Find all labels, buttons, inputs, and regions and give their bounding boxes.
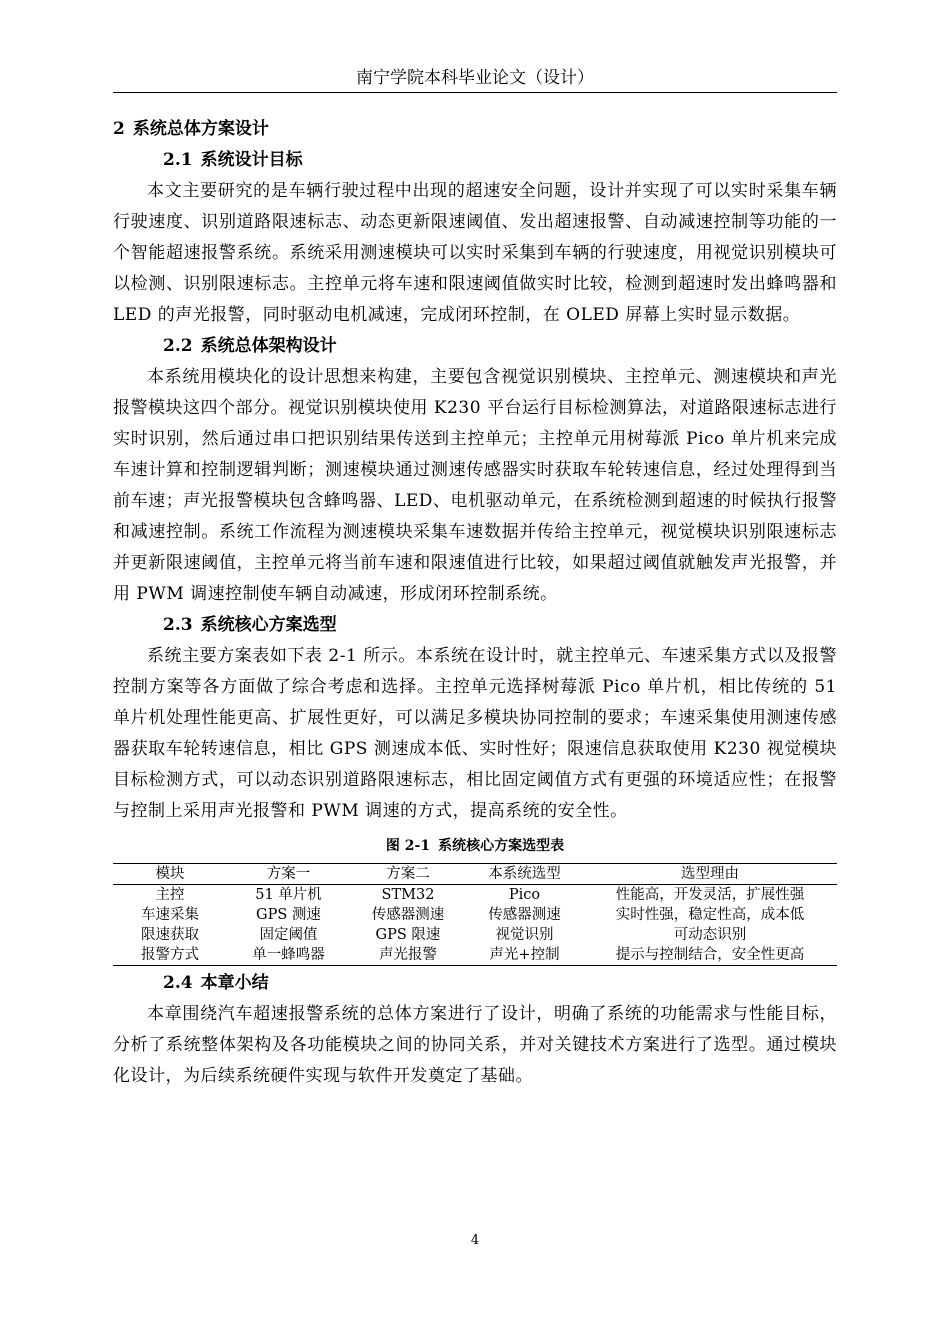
paragraph-2-2: 本系统用模块化的设计思想来构建，主要包含视觉识别模块、主控单元、测速模块和声光报警模块这四个部分。视觉识别模块使用 K230 平台运行目标检测算法，对道路限速标志进行实时识别，然后通过串口把识别结果传送到主控单元；主控单元用树莓派 Pico 单片机来完成车速计算和控制逻辑判断；测速模块通过测速传感器实时获取车轮转速信息，经过处理得到当前车速；声光报警模块包含蜂鸣器、LED、电机驱动单元，在系统检测到超速的时候执行报警和减速控制。系统工作流程为测速模块采集车速数据并传给主控单元，视觉模块识别限速标志并更新限速阈值，主控单元将当前车速和限速值进行比较，如果超过阈值就触发声光报警，并用 PWM 调速控制使车辆自动减速，形成闭环控制系统。 bbox=[113, 367, 837, 604]
paragraph-2-3: 系统主要方案表如下表 2-1 所示。本系统在设计时，就主控单元、车速采集方式以及报警控制方案等各方面做了综合考虑和选择。主控单元选择树莓派 Pico 单片机，相比传统的 51 单片机处理性能更高、扩展性更好，可以满足多模块协同控制的要求；车速采集使用测速传感器获取车轮转速信息，相比 GPS 测速成本低、实时性好；限速信息获取使用 K230 视觉模块目标检测方式，可以动态识别道路限速标志，相比固定阈值方式有更强的环境适应性；在报警与控制上采用声光报警和 PWM 调速的方式，提高系统的安全性。 bbox=[113, 646, 837, 821]
section-heading-2-3 bbox=[113, 610, 837, 641]
table-cell: Pico bbox=[508, 887, 541, 903]
page-body bbox=[113, 114, 837, 1092]
section-number: 2.4 bbox=[163, 973, 193, 993]
table-header-cell: 模块 bbox=[113, 864, 227, 885]
table-row bbox=[113, 885, 837, 906]
table-cell: 主控 bbox=[155, 887, 185, 903]
section-number: 2.1 bbox=[163, 150, 193, 170]
header-rule bbox=[113, 92, 837, 93]
section-heading-2-1 bbox=[113, 145, 837, 176]
table-caption-number: 图 2-1 bbox=[385, 838, 431, 854]
section-title: 系统总体架构设计 bbox=[200, 336, 337, 356]
paragraph-2-1: 本文主要研究的是车辆行驶过程中出现的超速安全问题，设计并实现了可以实时采集车辆行驶速度、识别道路限速标志、动态更新限速阈值、发出超速报警、自动减速控制等功能的一个智能超速报警系统。系统采用测速模块可以实时采集到车辆的行驶速度，用视觉识别模块可以检测、识别限速标志。主控单元将车速和限速阈值做实时比较，检测到超速时发出蜂鸣器和 LED 的声光报警，同时驱动电机减速，完成闭环控制，在 OLED 屏幕上实时显示数据。 bbox=[113, 181, 837, 325]
table-header-row bbox=[113, 864, 837, 885]
table-row bbox=[113, 905, 837, 925]
table-row bbox=[113, 925, 837, 945]
section-title: 本章小结 bbox=[200, 973, 269, 993]
table-header-cell: 方案二 bbox=[350, 864, 466, 885]
section-heading-2-4 bbox=[113, 968, 837, 999]
table-cell: 可动态识别 bbox=[673, 927, 747, 943]
section-title: 系统核心方案选型 bbox=[200, 615, 337, 635]
section-heading-2-2 bbox=[113, 331, 837, 362]
table-cell: 报警方式 bbox=[113, 945, 227, 966]
table-cell: GPS 测速 bbox=[256, 907, 321, 923]
table-cell: 固定阈值 bbox=[259, 927, 318, 943]
table-cell: 传感器测速 bbox=[371, 907, 445, 923]
table-cell: 声光报警 bbox=[350, 945, 466, 966]
table-header-cell: 本系统选型 bbox=[466, 864, 583, 885]
table-cell: 限速获取 bbox=[141, 927, 199, 943]
table-cell: 视觉识别 bbox=[495, 927, 554, 943]
table-cell: 车速采集 bbox=[141, 907, 199, 923]
table-cell: 51 单片机 bbox=[255, 887, 322, 903]
running-header: 南宁学院本科毕业论文（设计） bbox=[356, 68, 594, 88]
chapter-title: 系统总体方案设计 bbox=[132, 119, 269, 139]
chapter-heading bbox=[113, 114, 837, 145]
table-cell: 实时性强，稳定性高，成本低 bbox=[615, 907, 805, 923]
table-caption bbox=[113, 833, 837, 863]
table-cell: 提示与控制结合，安全性更高 bbox=[583, 945, 837, 966]
table-cell: STM32 bbox=[381, 887, 435, 903]
table-row bbox=[113, 945, 837, 966]
table-header-cell: 方案一 bbox=[227, 864, 350, 885]
section-number: 2.2 bbox=[163, 336, 193, 356]
table-cell: 性能高，开发灵活，扩展性强 bbox=[615, 887, 805, 903]
table-cell: 声光+控制 bbox=[466, 945, 583, 966]
table-caption-title: 系统核心方案选型表 bbox=[438, 838, 565, 854]
table-cell: 单一蜂鸣器 bbox=[227, 945, 350, 966]
table-cell: 传感器测速 bbox=[488, 907, 561, 923]
scheme-selection-table bbox=[113, 863, 837, 966]
section-number: 2.3 bbox=[163, 615, 193, 635]
page-number: 4 bbox=[470, 1233, 480, 1248]
paragraph-2-4: 本章围绕汽车超速报警系统的总体方案进行了设计，明确了系统的功能需求与性能目标，分析了系统整体架构及各功能模块之间的协同关系，并对关键技术方案进行了选型。通过模块化设计，为后续系统硬件实现与软件开发奠定了基础。 bbox=[113, 1004, 837, 1086]
chapter-number: 2 bbox=[113, 119, 125, 139]
section-title: 系统设计目标 bbox=[200, 150, 303, 170]
table-header-cell: 选型理由 bbox=[583, 864, 837, 885]
table-cell: GPS 限速 bbox=[375, 927, 441, 943]
